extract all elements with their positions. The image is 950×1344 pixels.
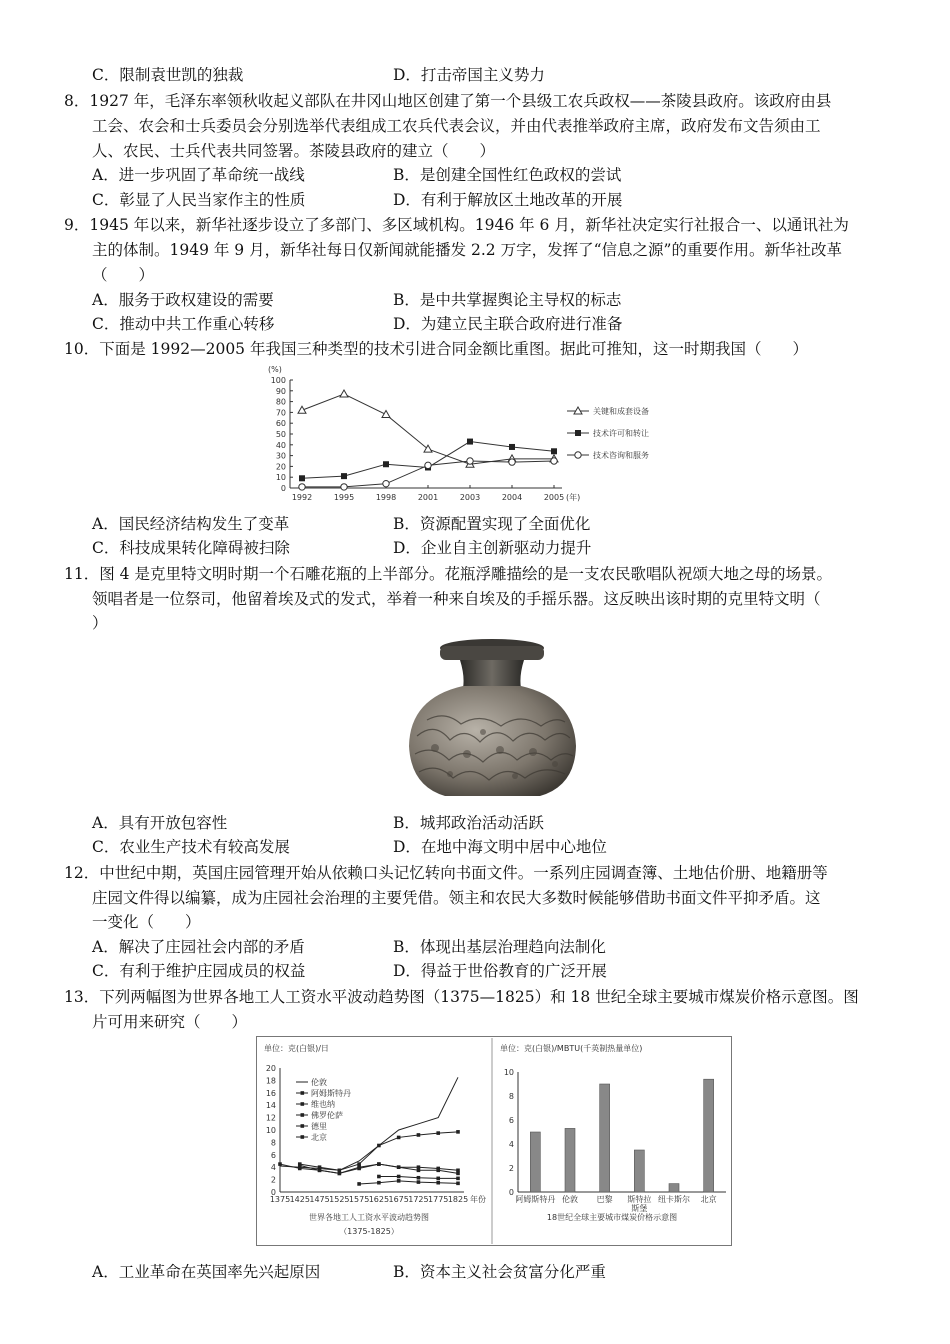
coal-x-label: 纽卡斯尔: [658, 1195, 690, 1204]
wage-legend-marker: [301, 1135, 305, 1139]
x-tick-label: 2001: [417, 493, 439, 502]
q10-option-b: B．资源配置实现了全面优化: [393, 515, 591, 533]
data-point: [341, 473, 347, 479]
y-tick-label: 90: [275, 386, 286, 396]
coal-x-label: 斯堡: [631, 1204, 648, 1213]
q11-line-1: 11．图 4 是克里特文明时期一个石雕花瓶的上半部分。花瓶浮雕描绘的是一支农民歌唱队祝颂大地之母的场景。: [64, 565, 832, 583]
x-tick-label: 1992: [291, 493, 313, 502]
wage-data-point: [298, 1164, 302, 1168]
wage-data-point: [377, 1181, 381, 1185]
coal-x-label: 阿姆斯特丹: [515, 1195, 556, 1204]
q8-option-b: B．是创建全国性红色政权的尝试: [393, 166, 622, 184]
wage-data-point: [397, 1175, 401, 1179]
q9-line-2: 主的体制。1949 年 9 月，新华社每日仅新闻就能播发 2.2 万字，发挥了“信息之源”的重要作用。新华社改革: [92, 241, 842, 259]
wage-data-point: [456, 1130, 460, 1134]
coal-y-tick: 8: [508, 1092, 514, 1101]
x-tick-label: 1995: [333, 493, 355, 502]
q10-option-c: C．科技成果转化障碍被扫除: [92, 539, 290, 557]
data-point: [467, 439, 473, 445]
wage-data-point: [318, 1169, 322, 1173]
q9-option-b: B．是中共掌握舆论主导权的标志: [393, 291, 622, 309]
x-tick-label: 2003: [459, 493, 481, 502]
q11-option-b: B．城邦政治活动活跃: [393, 814, 544, 832]
coal-x-label: 巴黎: [596, 1195, 613, 1204]
q8-option-d: D．有利于解放区土地改革的开展: [393, 191, 623, 209]
wage-data-point: [456, 1172, 460, 1176]
series-line: [302, 394, 554, 464]
coal-y-tick: 10: [503, 1068, 514, 1077]
wage-legend-label: 佛罗伦萨: [311, 1111, 343, 1120]
q8-option-c: C．彰显了人民当家作主的性质: [92, 191, 306, 209]
q12-option-c: C．有利于维护庄园成员的权益: [92, 962, 306, 980]
wage-x-tick: 1725: [408, 1195, 429, 1204]
wage-data-point: [278, 1162, 282, 1166]
q11-option-a: A．具有开放包容性: [92, 814, 228, 832]
wage-x-tick: 1625: [368, 1195, 390, 1204]
wage-data-point: [377, 1144, 381, 1148]
x-tick-label: 2005: [543, 493, 565, 502]
wage-data-point: [417, 1176, 421, 1180]
data-point: [551, 448, 557, 454]
q11-line-2: 领唱者是一位祭司，他留着埃及式的发式，举着一种来自埃及的手摇乐器。这反映出该时期的克里特文明（: [92, 590, 821, 608]
wage-data-point: [298, 1167, 302, 1171]
coal-chart-title: 18世纪全球主要城市煤炭价格示意图: [546, 1213, 678, 1222]
wage-x-tick: 1775: [428, 1195, 449, 1204]
data-point: [509, 459, 515, 465]
wage-legend-marker: [301, 1091, 305, 1095]
wage-data-point: [338, 1172, 342, 1176]
data-point: [383, 480, 389, 486]
q8-line-2: 工会、农会和士兵委员会分别选举代表组成工农兵代表会议，并由代表推举政府主席，政府发布文告须由工: [92, 117, 821, 135]
q10-option-d: D．企业自主创新驱动力提升: [393, 539, 592, 557]
y-tick-label: 100: [270, 376, 286, 385]
q7-option-c: C．限制袁世凯的独裁: [92, 66, 244, 84]
wage-legend-label: 阿姆斯特丹: [311, 1089, 351, 1098]
legend-marker: [575, 452, 581, 458]
wage-data-point: [397, 1179, 401, 1183]
coal-x-label: 斯特拉: [627, 1195, 652, 1204]
data-point: [340, 390, 348, 397]
q9-line-3: （ ）: [92, 266, 155, 284]
y-tick-label: 50: [275, 430, 286, 439]
wage-data-point: [436, 1177, 440, 1181]
data-point: [467, 458, 473, 464]
q9-option-d: D．为建立民主联合政府进行准备: [393, 315, 623, 333]
wage-legend-label: 伦敦: [311, 1078, 327, 1087]
q9-line-1: 9．1945 年以来，新华社逐步设立了多部门、多区域机构。1946 年 6 月，新华社决定实行社报合一、以通讯社为: [64, 216, 849, 234]
q12-line-3: 一变化（ ）: [92, 913, 201, 931]
q12-line-2: 庄园文件得以编纂，成为庄园社会治理的主要凭借。领主和农民大多数时候能够借助书面文件平抑矛盾。这: [92, 889, 821, 907]
wage-data-point: [397, 1136, 401, 1140]
wage-y-tick: 10: [265, 1126, 276, 1135]
wage-legend-marker: [301, 1102, 305, 1106]
wage-y-tick: 12: [265, 1113, 276, 1123]
wage-and-coal-price-charts: [256, 1036, 732, 1246]
data-point: [299, 484, 305, 490]
q7-option-d: D．打击帝国主义势力: [393, 66, 545, 84]
wage-data-point: [318, 1165, 322, 1169]
wage-y-tick: 18: [265, 1076, 276, 1086]
wage-data-point: [377, 1175, 381, 1179]
q10-line-1: 10．下面是 1992—2005 年我国三种类型的技术引进合同金额比重图。据此可推知，这一时期我国（ ）: [64, 340, 808, 358]
coal-bar: [600, 1084, 610, 1192]
wage-y-tick: 0: [270, 1188, 276, 1197]
y-tick-label: 60: [275, 419, 286, 429]
coal-bar: [704, 1079, 714, 1192]
data-point: [341, 484, 347, 490]
coal-y-tick: 6: [508, 1116, 514, 1125]
wage-data-point: [357, 1162, 361, 1166]
wage-x-tick: 1525: [329, 1195, 350, 1204]
q12-option-b: B．体现出基层治理趋向法制化: [393, 938, 606, 956]
legend-marker: [575, 430, 581, 436]
data-point: [425, 462, 431, 468]
q12-line-1: 12．中世纪中期，英国庄园管理开始从依赖口头记忆转向书面文件。一系列庄园调查簿、土地估价册、地籍册等: [64, 864, 828, 882]
q8-line-1: 8．1927 年，毛泽东率领秋收起义部队在井冈山地区创建了第一个县级工农兵政权——茶陵县政府。该政府由县: [64, 92, 832, 110]
legend-label: 技术咨询和服务: [593, 451, 649, 460]
wage-data-point: [436, 1167, 440, 1171]
wage-y-tick: 2: [270, 1175, 276, 1185]
wage-y-tick: 16: [265, 1088, 276, 1098]
q11-line-3: ）: [92, 614, 108, 632]
wage-y-tick: 6: [270, 1150, 276, 1160]
wage-y-tick: 20: [265, 1064, 276, 1073]
wage-data-point: [397, 1165, 401, 1169]
wage-data-point: [357, 1167, 361, 1171]
q10-option-a: A．国民经济结构发生了变革: [92, 515, 290, 533]
wage-data-point: [338, 1169, 342, 1173]
y-tick-label: 0: [280, 484, 286, 493]
y-tick-label: 30: [275, 451, 286, 461]
wage-x-tick: 1675: [388, 1195, 409, 1204]
q13-option-b: B．资本主义社会贫富分化严重: [393, 1263, 606, 1281]
wage-unit: 单位：克(白银)/日: [264, 1044, 329, 1053]
x-tick-label: 1998: [375, 493, 397, 502]
coal-y-tick: 2: [508, 1164, 514, 1173]
data-point: [383, 461, 389, 467]
coal-bar: [634, 1150, 644, 1192]
x-tick-label: 2004: [501, 493, 523, 502]
q8-line-3: 人、农民、士兵代表共同签署。茶陵县政府的建立（ ）: [92, 142, 496, 160]
y-tick-label: 10: [275, 473, 286, 483]
coal-bar: [669, 1184, 679, 1192]
q11-option-c: C．农业生产技术有较高发展: [92, 838, 290, 856]
wage-data-point: [417, 1165, 421, 1169]
coal-bar: [565, 1128, 575, 1192]
y-tick-label: 70: [275, 408, 286, 418]
wage-data-point: [377, 1162, 381, 1166]
wage-x-tick: 1425: [289, 1195, 310, 1204]
data-point: [382, 411, 390, 418]
wage-y-tick: 8: [270, 1138, 276, 1148]
data-point: [509, 444, 515, 450]
wage-data-point: [357, 1182, 361, 1186]
wage-x-label: 年份: [470, 1195, 486, 1204]
q13-line-2: 片可用来研究（ ）: [92, 1013, 248, 1031]
wage-data-point: [456, 1177, 460, 1181]
coal-x-label: 伦敦: [562, 1195, 578, 1204]
tech-import-line-chart: [262, 363, 649, 508]
legend-label: 关键和成套设备: [593, 407, 649, 416]
wage-data-point: [456, 1169, 460, 1173]
q12-option-a: A．解决了庄园社会内部的矛盾: [92, 938, 305, 956]
legend-label: 技术许可和转让: [593, 429, 649, 438]
wage-y-tick: 14: [265, 1101, 276, 1111]
coal-y-tick: 4: [508, 1140, 514, 1149]
wage-legend-marker: [301, 1113, 305, 1117]
wage-data-point: [456, 1182, 460, 1186]
wage-x-tick: 1475: [309, 1195, 330, 1204]
data-point: [298, 406, 306, 413]
wage-y-tick: 4: [270, 1163, 276, 1173]
q13-line-1: 13．下列两幅图为世界各地工人工资水平波动趋势图（1375—1825）和 18 世纪全球主要城市煤炭价格示意图。图: [64, 988, 859, 1006]
wage-legend-marker: [301, 1124, 305, 1128]
wage-x-tick: 1375: [269, 1195, 291, 1204]
coal-x-label: 北京: [700, 1195, 717, 1204]
q8-option-a: A．进一步巩固了革命统一战线: [92, 166, 305, 184]
wage-data-point: [436, 1131, 440, 1135]
wage-legend-label: 维也纳: [311, 1100, 335, 1109]
coal-y-tick: 0: [508, 1188, 514, 1197]
wage-legend-label: 德里: [311, 1122, 327, 1131]
q9-option-a: A．服务于政权建设的需要: [92, 291, 274, 309]
q9-option-c: C．推动中共工作重心转移: [92, 315, 275, 333]
wage-data-point: [417, 1180, 421, 1184]
cretan-stone-vase-image: [405, 636, 580, 801]
wage-x-tick: 1575: [348, 1195, 370, 1204]
wage-data-point: [417, 1169, 421, 1173]
y-axis-unit: (%): [268, 365, 282, 374]
data-point: [299, 475, 305, 481]
wage-chart-title: 世界各地工人工资水平波动趋势图: [309, 1213, 429, 1222]
y-tick-label: 20: [275, 462, 286, 472]
wage-chart-subtitle: （1375-1825）: [339, 1227, 399, 1236]
y-tick-label: 40: [275, 440, 286, 450]
wage-data-point: [417, 1133, 421, 1137]
wage-x-tick: 1825: [447, 1195, 469, 1204]
q11-option-d: D．在地中海文明中居中心地位: [393, 838, 607, 856]
coal-bar: [530, 1132, 540, 1192]
wage-data-point: [436, 1181, 440, 1185]
data-point: [551, 458, 557, 464]
wage-legend-label: 北京: [311, 1133, 327, 1142]
x-axis-unit: (年): [566, 493, 581, 502]
y-tick-label: 80: [275, 397, 286, 407]
coal-unit: 单位：克(白银)/MBTU(千英制热量单位): [500, 1044, 643, 1053]
q13-option-a: A．工业革命在英国率先兴起原因: [92, 1263, 321, 1281]
q12-option-d: D．得益于世俗教育的广泛开展: [393, 962, 607, 980]
